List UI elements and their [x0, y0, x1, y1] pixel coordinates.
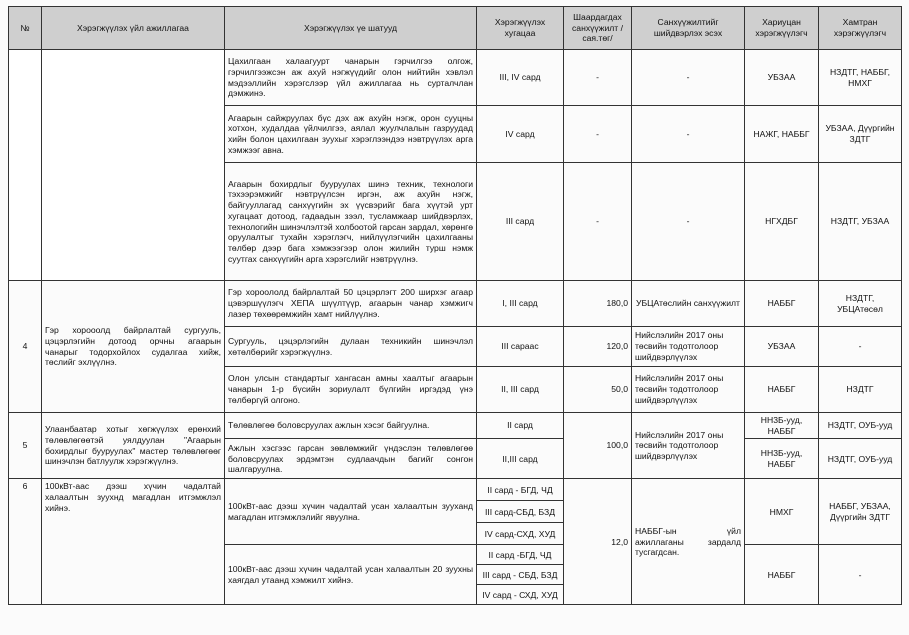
row-number: 4 [9, 281, 42, 413]
responsible-cell: НМХГ [745, 479, 819, 545]
responsible-cell: НГХДБГ [745, 163, 819, 281]
row-number: 5 [9, 413, 42, 479]
funding-cell: 50,0 [564, 367, 632, 413]
source-cell: - [632, 50, 745, 106]
activity-cell: 100кВт-аас дээш хүчин чадалтай халаалтын зуухнд магадлан итгэмжлэл хийнэ. [42, 479, 225, 605]
source-cell: Нийслэлийн 2017 оны төсвийн тодотголоор шийдвэрлүүлэх [632, 367, 745, 413]
partner-cell: НЗДТГ, ОУБ-ууд [819, 413, 902, 439]
period-cell: IV сард - СХД, ХУД [477, 585, 564, 605]
period-cell: II сард - БГД, ЧД [477, 479, 564, 501]
header-funding: Шаардагдах санхүүжилт /сая.төг/ [564, 7, 632, 50]
responsible-cell: НАББГ [745, 281, 819, 327]
header-period: Хэрэгжүүлэх хугацаа [477, 7, 564, 50]
source-cell: Нийслэлийн 2017 оны төсвийн тодотголоор шийдвэрлүүлэх [632, 327, 745, 367]
funding-cell: - [564, 163, 632, 281]
table-row [9, 50, 902, 106]
table-row [9, 413, 902, 439]
source-cell: НАББГ-ын үйл ажиллаганы зардалд тусгагдсан. [632, 479, 745, 605]
period-cell: II, III сард [477, 367, 564, 413]
source-cell: - [632, 106, 745, 163]
table-row [9, 281, 902, 327]
period-cell: II сард -БГД, ЧД [477, 545, 564, 565]
responsible-cell: НАББГ [745, 367, 819, 413]
stage-cell: Төлөвлөгөө боловсруулах ажлын хэсэг байгуулна. [225, 413, 477, 439]
action-plan-table [8, 6, 902, 605]
funding-cell: - [564, 50, 632, 106]
partner-cell: НЗДТГ, УБЗАА [819, 163, 902, 281]
header-stage: Хэрэгжүүлэх үе шатууд [225, 7, 477, 50]
responsible-cell: УБЗАА [745, 50, 819, 106]
period-cell: III сард - СБД, БЗД [477, 565, 564, 585]
stage-cell: Сургууль, цэцэрлэгийн дулаан техникийн шинэчлэл хөтөлбөрийг хэрэгжүүлнэ. [225, 327, 477, 367]
activity-cell-empty [42, 50, 225, 281]
header-source: Санхүүжилтийг шийдвэрлэх эсэх [632, 7, 745, 50]
stage-cell: Агаарын бохирдлыг бууруулах шинэ техник, технологи тэхээрэмжийг нэвтрүүлсэн иргэн, аж ахуйн нэгж, байгууллагад санхүүгийн эх үүсвэрийг бага хүүтэй урт хугацаат дотоод, гадаадын зээл, тусламжаар шийдвэрлэх, технологийн шинэчлэлтэй холбоотой гарсан зардал, хөрөнгө оруулалтыг тухайн хэрэглэгч, нийлүүлэгчийн цахилгааны төлбөр дээр бага хэмжээгээр олон жилийн турш нэмж суутгах санхүүгийн арга хэрэгслийг нэвтрүүлнэ. [225, 163, 477, 281]
no-cell-empty [9, 50, 42, 281]
stage-cell: 100кВт-аас дээш хүчин чадалтай усан халаалтын зууханд магадлан итгэмжлэлийг явуулна. [225, 479, 477, 545]
partner-cell: НЗДТГ, ОУБ-ууд [819, 439, 902, 479]
funding-cell: 12,0 [564, 479, 632, 605]
period-cell: II сард [477, 413, 564, 439]
partner-cell: НЗДТГ, УБЦАтөсөл [819, 281, 902, 327]
funding-cell: 100,0 [564, 413, 632, 479]
partner-cell: НЗДТГ, НАББГ, НМХГ [819, 50, 902, 106]
partner-cell: НЗДТГ [819, 367, 902, 413]
period-cell: III сард [477, 163, 564, 281]
header-partner: Хамтран хэрэгжүүлэгч [819, 7, 902, 50]
source-cell: Нийслэлийн 2017 оны төсвийн тодотголоор шийдвэрлүүлэх [632, 413, 745, 479]
responsible-cell: НАЖГ, НАББГ [745, 106, 819, 163]
stage-cell: Гэр хороололд байрлалтай 50 цэцэрлэгт 200 ширхэг агаар цэвэршүүлэгч ХЕПА шүүлтүүр, агаарын чанар хэмжигч лазер төхөөрөмжийн хамт нийлүүлнэ. [225, 281, 477, 327]
period-cell: II,III сард [477, 439, 564, 479]
partner-cell: - [819, 545, 902, 605]
header-activity: Хэрэгжүүлэх үйл ажиллагаа [42, 7, 225, 50]
stage-cell: Агаарын сайжруулах бүс дэх аж ахуйн нэгж, орон сууцны хотхон, худалдаа үйлчилгээ, аялал жуулчлалын газруудад хийн болон цахилгаан зуухыг хэрэглээндээ нэвтрүүлэх арга хэмжээг авна. [225, 106, 477, 163]
responsible-cell: НН3Б-ууд, НАББГ [745, 413, 819, 439]
activity-cell: Улаанбаатар хотыг хөгжүүлэх ерөнхий төлөвлөгөөтэй уялдуулан "Агаарын бохирдлыг бууруулах" мастер төлөвлөгөөг шинэчлэн батлуулж хэрэгжүүлнэ. [42, 413, 225, 479]
period-cell: I, III сард [477, 281, 564, 327]
period-cell: IV сард [477, 106, 564, 163]
table-row [9, 479, 902, 501]
period-cell: III сард-СБД, БЗД [477, 501, 564, 523]
responsible-cell: НН3Б-ууд, НАББГ [745, 439, 819, 479]
header-no: № [9, 7, 42, 50]
header-row [9, 7, 902, 50]
stage-cell: Цахилгаан халаагуурт чанарын гэрчилгээ олгож, гэрчилгээжсэн аж ахуй нэгжүүдийг олон нийтийн хэвлэл мэдээллийн хэрэгслээр үйл ажиллагаа нь сурталчлан дэмжинэ. [225, 50, 477, 106]
funding-cell: 180,0 [564, 281, 632, 327]
responsible-cell: НАББГ [745, 545, 819, 605]
header-responsible: Хариуцан хэрэгжүүлэгч [745, 7, 819, 50]
period-cell: III сараас [477, 327, 564, 367]
row-number: 6 [9, 479, 42, 605]
partner-cell: УБЗАА, Дүүргийн ЗДТГ [819, 106, 902, 163]
partner-cell: НАББГ, УБЗАА, Дүүргийн ЗДТГ [819, 479, 902, 545]
stage-cell: 100кВт-аас дээш хүчин чадалтай усан халаалтын 20 зуухны хаягдал утаанд хэмжилт хийнэ. [225, 545, 477, 605]
period-cell: IV сард-СХД, ХУД [477, 523, 564, 545]
activity-cell: Гэр хорооолд байрлалтай сургууль, цэцэрлэгийн дотоод орчны агаарын чанарыг тодорхойлох судалгаа хийж, төслийг эхлүүлнэ. [42, 281, 225, 413]
period-cell: III, IV сард [477, 50, 564, 106]
stage-cell: Ажлын хэсгээс гарсан зөвлөмжийг үндэслэн төлөвлөгөө боловсруулах эрдэмтэн судлаачдын багийг сонгон шалгаруулна. [225, 439, 477, 479]
responsible-cell: УБЗАА [745, 327, 819, 367]
source-cell: УБЦАтөслийн санхүүжилт [632, 281, 745, 327]
stage-cell: Олон улсын стандартыг хангасан амны хаалтыг агаарын чанарын 1-р бүсийн зориулалт бүлгийн иргэдэд үнэ төлбөргүй олгоно. [225, 367, 477, 413]
funding-cell: 120,0 [564, 327, 632, 367]
partner-cell: - [819, 327, 902, 367]
funding-cell: - [564, 106, 632, 163]
source-cell: - [632, 163, 745, 281]
